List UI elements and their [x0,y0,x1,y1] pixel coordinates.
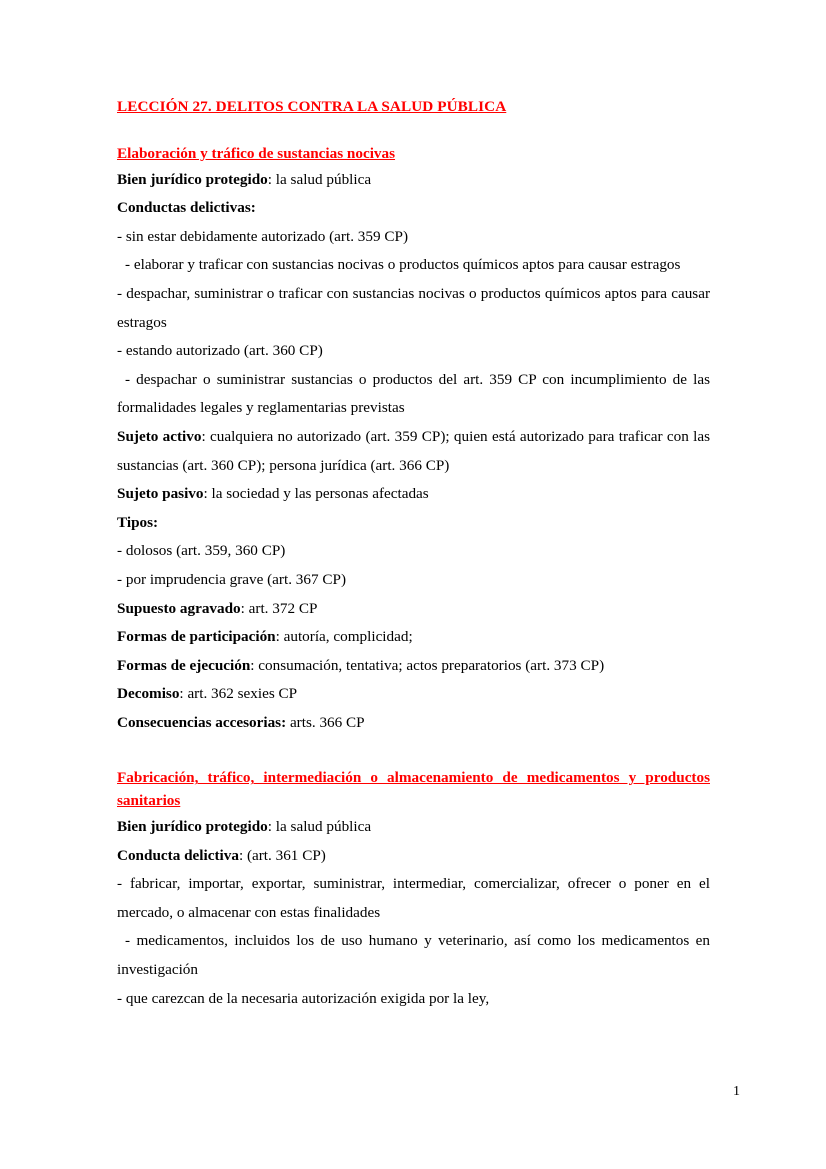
formas-participacion-value: : autoría, complicidad; [275,628,413,646]
section-2-conducta-delictiva [117,842,710,871]
section-2-conducta-1-sub-1: - medicamentos, incluidos los de uso humano y veterinario, así como los medicamentos en investigación [117,932,710,979]
section-1-formas-participacion [117,623,710,652]
section-1-tipos-label: Tipos: [117,513,159,531]
consecuencias-value: arts. 366 CP [286,713,365,731]
section-1-conducta-1-sub-1: - elaborar y traficar con sustancias nocivas o productos químicos aptos para causar estragos [125,256,681,274]
sujeto-activo-label: Sujeto activo [117,427,202,445]
bien-juridico-value-2: : la salud pública [267,818,372,836]
bien-juridico-value: : la salud pública [267,170,372,188]
document-title: LECCIÓN 27. DELITOS CONTRA LA SALUD PÚBLICA [117,98,507,115]
section-1-tipo-2: - por imprudencia grave (art. 367 CP) [117,570,347,588]
section-1-conductas-label: Conductas delictivas: [117,199,256,217]
decomiso-label: Decomiso [117,685,180,703]
section-1-conducta-1-sub-2: - despachar, suministrar o traficar con sustancias nocivas o productos químicos aptos para causar estragos [117,284,710,331]
section-1-heading: Elaboración y tráfico de sustancias nocivas [117,144,396,162]
section-2-conducta-1-sub-1-sub-1: - que carezcan de la necesaria autorización exigida por la ley, [117,989,490,1007]
section-1-sujeto-activo [117,423,710,480]
section-1-formas-ejecucion [117,652,710,681]
section-1-sujeto-pasivo [117,480,710,509]
supuesto-agravado-value: : art. 372 CP [240,599,318,617]
sujeto-pasivo-label: Sujeto pasivo [117,485,204,503]
section-1-conducta-2-sub-1: - despachar o suministrar sustancias o productos del art. 359 CP con incumplimiento de las formalidades legales y reglamentarias previstas [117,370,710,417]
formas-participacion-label: Formas de participación [117,628,276,646]
section-1-conducta-1: - sin estar debidamente autorizado (art. 359 CP) [117,227,409,245]
spacer-between-sections [117,737,710,767]
section-1-decomiso [117,680,710,709]
decomiso-value: : art. 362 sexies CP [179,685,298,703]
spacer-after-title [117,119,710,143]
conducta-delictiva-value: : (art. 361 CP) [238,846,326,864]
section-1-bien-juridico [117,166,710,195]
document-content [117,96,710,1013]
section-1-conducta-2: - estando autorizado (art. 360 CP) [117,342,323,360]
section-2-heading: Fabricación, tráfico, intermediación o almacenamiento de medicamentos y productos sanitarios [117,769,710,810]
sujeto-pasivo-value: : la sociedad y las personas afectadas [203,485,429,503]
bien-juridico-label: Bien jurídico protegido [117,170,268,188]
conducta-delictiva-label: Conducta delictiva [117,846,239,864]
formas-ejecucion-value: : consumación, tentativa; actos preparatorios (art. 373 CP) [250,656,605,674]
consecuencias-label: Consecuencias accesorias: [117,713,287,731]
formas-ejecucion-label: Formas de ejecución [117,656,251,674]
section-1-supuesto-agravado [117,595,710,624]
bien-juridico-label-2: Bien jurídico protegido [117,818,268,836]
page-number: 1 [733,1084,740,1099]
section-2-conducta-1: - fabricar, importar, exportar, suministrar, intermediar, comercializar, ofrecer o poner en el mercado, o almacenar con estas finalidades [117,875,710,921]
section-1-consecuencias-accesorias [117,709,710,738]
section-1-tipo-1: - dolosos (art. 359, 360 CP) [117,542,286,560]
section-2-bien-juridico [117,813,710,842]
sujeto-activo-value: : cualquiera no autorizado (art. 359 CP); quien está autorizado para traficar con las sustancias (art. 360 CP); persona jurídica (art. 366 CP) [117,427,710,474]
supuesto-agravado-label: Supuesto agravado [117,599,241,617]
